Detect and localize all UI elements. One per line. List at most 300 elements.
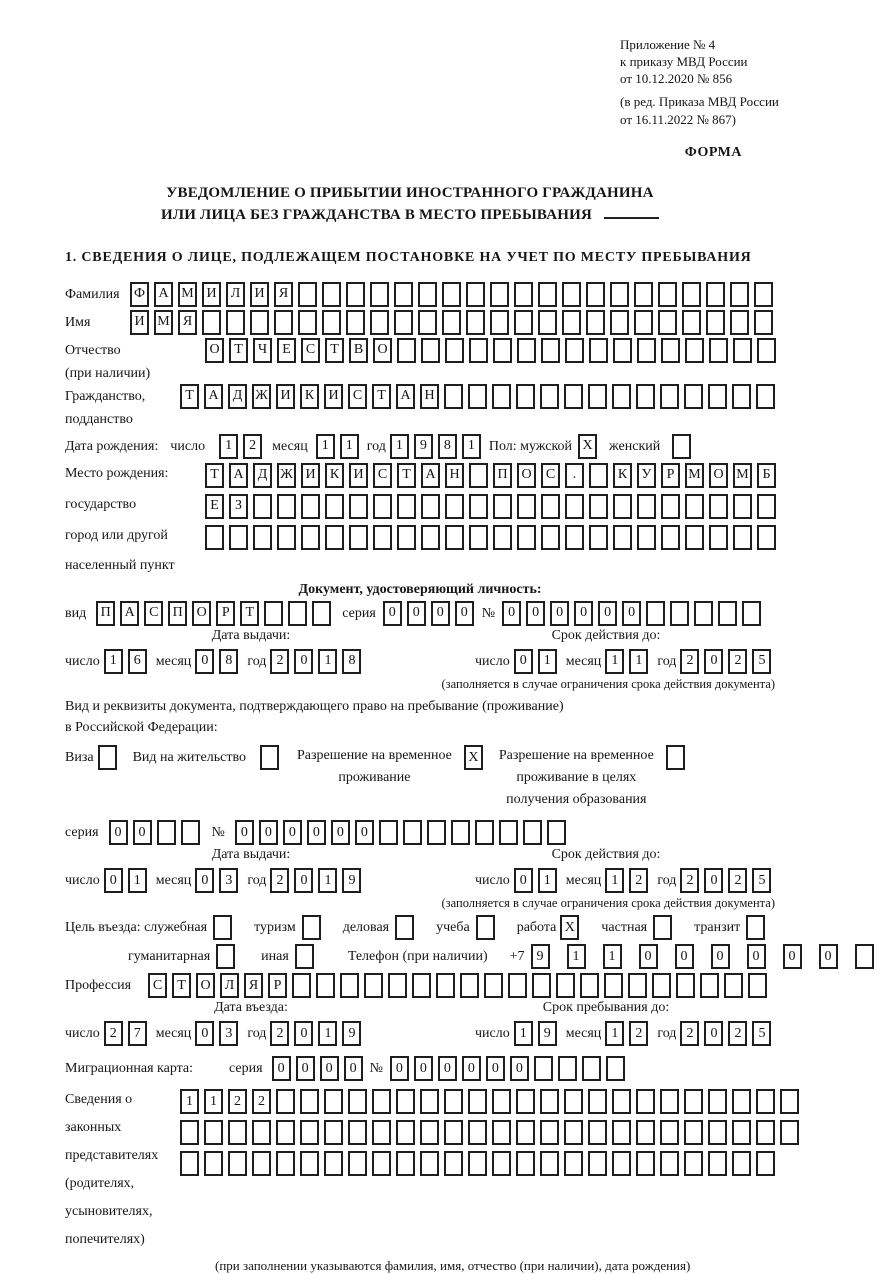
char-cell[interactable] (466, 310, 485, 335)
char-cell[interactable]: 0 (407, 601, 426, 626)
char-cell[interactable] (718, 601, 737, 626)
char-cell[interactable] (397, 338, 416, 363)
char-cell[interactable] (325, 525, 344, 550)
char-cell[interactable]: 2 (728, 868, 747, 893)
char-cell[interactable]: 0 (462, 1056, 481, 1081)
char-cell[interactable] (637, 494, 656, 519)
char-cell[interactable]: 0 (438, 1056, 457, 1081)
char-cell[interactable]: 0 (675, 944, 694, 969)
char-cell[interactable] (372, 1089, 391, 1114)
char-cell[interactable]: С (541, 463, 560, 488)
char-cell[interactable] (708, 1120, 727, 1145)
char-cell[interactable] (421, 525, 440, 550)
char-cell[interactable]: Я (178, 310, 197, 335)
char-cell[interactable] (421, 494, 440, 519)
purpose-humanitarian-checkbox[interactable] (216, 944, 247, 969)
char-cell[interactable] (484, 973, 503, 998)
residence-permit-checkbox[interactable] (260, 745, 279, 770)
char-cell[interactable]: 1 (128, 868, 147, 893)
char-cell[interactable] (403, 820, 422, 845)
char-cell[interactable]: 9 (414, 434, 433, 459)
char-cell[interactable]: С (144, 601, 163, 626)
char-cell[interactable]: 2 (629, 868, 648, 893)
char-cell[interactable]: Д (253, 463, 272, 488)
char-cell[interactable] (684, 384, 703, 409)
char-cell[interactable] (637, 338, 656, 363)
char-cell[interactable] (253, 494, 272, 519)
char-cell[interactable]: А (396, 384, 415, 409)
char-cell[interactable]: 3 (219, 868, 238, 893)
char-cell[interactable] (613, 494, 632, 519)
char-cell[interactable] (676, 973, 695, 998)
char-cell[interactable] (685, 338, 704, 363)
char-cell[interactable] (316, 973, 335, 998)
char-cell[interactable]: 0 (344, 1056, 363, 1081)
char-cell[interactable]: 0 (235, 820, 254, 845)
char-cell[interactable] (395, 915, 414, 940)
entry-day-cells[interactable] (104, 1021, 147, 1046)
char-cell[interactable]: 0 (307, 820, 326, 845)
char-cell[interactable] (700, 973, 719, 998)
char-cell[interactable] (493, 525, 512, 550)
char-cell[interactable] (746, 915, 765, 940)
char-cell[interactable] (547, 820, 566, 845)
char-cell[interactable]: И (349, 463, 368, 488)
char-cell[interactable]: 2 (680, 1021, 699, 1046)
char-cell[interactable]: Ж (252, 384, 271, 409)
char-cell[interactable] (589, 463, 608, 488)
char-cell[interactable]: 0 (574, 601, 593, 626)
char-cell[interactable]: 1 (316, 434, 335, 459)
char-cell[interactable]: Б (757, 463, 776, 488)
char-cell[interactable]: 2 (728, 649, 747, 674)
char-cell[interactable]: Ж (277, 463, 296, 488)
char-cell[interactable] (370, 310, 389, 335)
char-cell[interactable] (490, 282, 509, 307)
char-cell[interactable] (582, 1056, 601, 1081)
char-cell[interactable] (756, 1151, 775, 1176)
char-cell[interactable] (757, 494, 776, 519)
char-cell[interactable]: Е (277, 338, 296, 363)
char-cell[interactable] (274, 310, 293, 335)
char-cell[interactable] (685, 525, 704, 550)
char-cell[interactable] (277, 525, 296, 550)
char-cell[interactable]: 2 (270, 1021, 289, 1046)
char-cell[interactable] (586, 282, 605, 307)
char-cell[interactable]: X (464, 745, 483, 770)
char-cell[interactable]: 0 (431, 601, 450, 626)
entry-month-cells[interactable] (195, 1021, 238, 1046)
char-cell[interactable]: 5 (752, 1021, 771, 1046)
purpose-study-checkbox[interactable] (476, 915, 507, 940)
char-cell[interactable] (348, 1151, 367, 1176)
char-cell[interactable] (516, 384, 535, 409)
char-cell[interactable] (324, 1151, 343, 1176)
char-cell[interactable] (373, 525, 392, 550)
temp-edu-checkbox[interactable] (666, 745, 685, 770)
char-cell[interactable] (756, 1089, 775, 1114)
char-cell[interactable] (517, 494, 536, 519)
char-cell[interactable] (610, 310, 629, 335)
char-cell[interactable]: 0 (622, 601, 641, 626)
char-cell[interactable] (757, 338, 776, 363)
char-cell[interactable]: М (685, 463, 704, 488)
char-cell[interactable]: 1 (340, 434, 359, 459)
profession-cells[interactable] (148, 973, 767, 998)
char-cell[interactable]: 5 (752, 868, 771, 893)
char-cell[interactable] (660, 1089, 679, 1114)
char-cell[interactable]: К (613, 463, 632, 488)
char-cell[interactable] (634, 310, 653, 335)
char-cell[interactable]: З (229, 494, 248, 519)
char-cell[interactable] (730, 310, 749, 335)
doc-valid-month-cells[interactable] (605, 649, 648, 674)
char-cell[interactable]: 5 (752, 649, 771, 674)
birthplace-row-3-cells[interactable] (205, 525, 776, 550)
char-cell[interactable] (394, 282, 413, 307)
permit-issue-day-cells[interactable] (104, 868, 147, 893)
char-cell[interactable] (492, 384, 511, 409)
char-cell[interactable] (588, 1120, 607, 1145)
char-cell[interactable]: 0 (514, 868, 533, 893)
char-cell[interactable] (300, 1089, 319, 1114)
char-cell[interactable]: В (349, 338, 368, 363)
char-cell[interactable] (442, 282, 461, 307)
purpose-transit-checkbox[interactable] (746, 915, 777, 940)
char-cell[interactable] (388, 973, 407, 998)
char-cell[interactable] (612, 1089, 631, 1114)
char-cell[interactable] (436, 973, 455, 998)
char-cell[interactable]: И (276, 384, 295, 409)
char-cell[interactable] (322, 282, 341, 307)
char-cell[interactable]: 0 (704, 1021, 723, 1046)
legal-row-3-cells[interactable] (180, 1151, 799, 1176)
char-cell[interactable] (637, 525, 656, 550)
char-cell[interactable] (580, 973, 599, 998)
char-cell[interactable] (508, 973, 527, 998)
patronymic-cells[interactable] (205, 338, 776, 363)
char-cell[interactable] (276, 1151, 295, 1176)
char-cell[interactable] (469, 463, 488, 488)
stay-month-cells[interactable] (605, 1021, 648, 1046)
char-cell[interactable] (202, 310, 221, 335)
char-cell[interactable] (298, 282, 317, 307)
char-cell[interactable] (418, 282, 437, 307)
char-cell[interactable] (492, 1151, 511, 1176)
char-cell[interactable] (516, 1089, 535, 1114)
birthplace-row-1-cells[interactable] (205, 463, 776, 488)
char-cell[interactable] (708, 384, 727, 409)
char-cell[interactable] (325, 494, 344, 519)
char-cell[interactable] (732, 1120, 751, 1145)
char-cell[interactable]: М (154, 310, 173, 335)
char-cell[interactable] (564, 1089, 583, 1114)
doc-valid-day-cells[interactable] (514, 649, 557, 674)
char-cell[interactable]: 0 (259, 820, 278, 845)
char-cell[interactable] (300, 1120, 319, 1145)
char-cell[interactable]: П (168, 601, 187, 626)
char-cell[interactable] (660, 1120, 679, 1145)
char-cell[interactable]: 1 (538, 868, 557, 893)
citizenship-cells[interactable] (180, 384, 775, 409)
char-cell[interactable]: Р (216, 601, 235, 626)
char-cell[interactable]: 2 (680, 868, 699, 893)
char-cell[interactable]: 2 (728, 1021, 747, 1046)
birthplace-row-2-cells[interactable] (205, 494, 776, 519)
char-cell[interactable]: С (301, 338, 320, 363)
char-cell[interactable] (277, 494, 296, 519)
char-cell[interactable]: Е (205, 494, 224, 519)
permit-series-cells[interactable] (109, 820, 200, 845)
char-cell[interactable] (732, 1089, 751, 1114)
char-cell[interactable]: О (205, 338, 224, 363)
char-cell[interactable]: 1 (180, 1089, 199, 1114)
char-cell[interactable]: 0 (704, 868, 723, 893)
char-cell[interactable]: Т (397, 463, 416, 488)
char-cell[interactable] (685, 494, 704, 519)
char-cell[interactable]: 1 (567, 944, 586, 969)
char-cell[interactable]: С (348, 384, 367, 409)
char-cell[interactable]: 0 (296, 1056, 315, 1081)
char-cell[interactable] (180, 1151, 199, 1176)
char-cell[interactable] (98, 745, 117, 770)
char-cell[interactable] (604, 973, 623, 998)
char-cell[interactable]: 1 (219, 434, 238, 459)
char-cell[interactable] (589, 525, 608, 550)
char-cell[interactable] (565, 338, 584, 363)
char-cell[interactable]: 0 (414, 1056, 433, 1081)
char-cell[interactable] (754, 282, 773, 307)
char-cell[interactable]: И (301, 463, 320, 488)
sex-female-checkbox[interactable] (672, 434, 691, 459)
char-cell[interactable] (682, 282, 701, 307)
char-cell[interactable]: О (373, 338, 392, 363)
char-cell[interactable] (532, 973, 551, 998)
char-cell[interactable] (724, 973, 743, 998)
char-cell[interactable] (708, 1151, 727, 1176)
char-cell[interactable] (468, 1151, 487, 1176)
char-cell[interactable]: 8 (438, 434, 457, 459)
char-cell[interactable]: М (733, 463, 752, 488)
char-cell[interactable]: 0 (510, 1056, 529, 1081)
char-cell[interactable] (855, 944, 874, 969)
char-cell[interactable] (565, 494, 584, 519)
legal-row-1-cells[interactable] (180, 1089, 799, 1114)
char-cell[interactable] (709, 494, 728, 519)
char-cell[interactable] (534, 1056, 553, 1081)
char-cell[interactable] (298, 310, 317, 335)
permit-valid-day-cells[interactable] (514, 868, 557, 893)
char-cell[interactable] (490, 310, 509, 335)
name-cells[interactable] (130, 310, 773, 335)
purpose-work-checkbox[interactable] (560, 915, 591, 940)
char-cell[interactable] (397, 494, 416, 519)
char-cell[interactable]: А (154, 282, 173, 307)
char-cell[interactable] (370, 282, 389, 307)
char-cell[interactable]: 1 (390, 434, 409, 459)
char-cell[interactable] (706, 282, 725, 307)
char-cell[interactable] (346, 310, 365, 335)
char-cell[interactable] (514, 310, 533, 335)
char-cell[interactable] (733, 525, 752, 550)
char-cell[interactable] (636, 1120, 655, 1145)
char-cell[interactable]: 0 (514, 649, 533, 674)
char-cell[interactable]: И (202, 282, 221, 307)
char-cell[interactable] (301, 494, 320, 519)
char-cell[interactable] (253, 525, 272, 550)
char-cell[interactable] (213, 915, 232, 940)
char-cell[interactable] (412, 973, 431, 998)
char-cell[interactable]: X (560, 915, 579, 940)
char-cell[interactable]: Т (229, 338, 248, 363)
char-cell[interactable]: 7 (128, 1021, 147, 1046)
char-cell[interactable] (276, 1120, 295, 1145)
char-cell[interactable] (709, 338, 728, 363)
char-cell[interactable]: 0 (104, 868, 123, 893)
char-cell[interactable] (682, 310, 701, 335)
char-cell[interactable]: 0 (550, 601, 569, 626)
char-cell[interactable] (562, 310, 581, 335)
char-cell[interactable] (349, 525, 368, 550)
char-cell[interactable] (540, 1089, 559, 1114)
char-cell[interactable] (636, 1089, 655, 1114)
char-cell[interactable]: 1 (318, 649, 337, 674)
char-cell[interactable] (589, 494, 608, 519)
char-cell[interactable] (538, 310, 557, 335)
char-cell[interactable] (694, 601, 713, 626)
char-cell[interactable] (636, 1151, 655, 1176)
char-cell[interactable]: 0 (383, 601, 402, 626)
char-cell[interactable] (613, 338, 632, 363)
char-cell[interactable]: Н (445, 463, 464, 488)
char-cell[interactable]: С (148, 973, 167, 998)
char-cell[interactable]: 1 (538, 649, 557, 674)
char-cell[interactable]: 0 (711, 944, 730, 969)
char-cell[interactable] (397, 525, 416, 550)
char-cell[interactable] (780, 1089, 799, 1114)
char-cell[interactable]: 0 (294, 868, 313, 893)
legal-row-2-cells[interactable] (180, 1120, 799, 1145)
char-cell[interactable]: 0 (331, 820, 350, 845)
char-cell[interactable] (444, 1120, 463, 1145)
char-cell[interactable] (442, 310, 461, 335)
char-cell[interactable] (349, 494, 368, 519)
char-cell[interactable] (322, 310, 341, 335)
birth-day-cells[interactable] (219, 434, 262, 459)
char-cell[interactable]: 6 (128, 649, 147, 674)
char-cell[interactable] (564, 384, 583, 409)
char-cell[interactable] (420, 1151, 439, 1176)
char-cell[interactable] (636, 384, 655, 409)
char-cell[interactable]: П (96, 601, 115, 626)
char-cell[interactable] (226, 310, 245, 335)
purpose-business-checkbox[interactable] (395, 915, 426, 940)
char-cell[interactable] (445, 338, 464, 363)
char-cell[interactable] (324, 1089, 343, 1114)
char-cell[interactable] (492, 1120, 511, 1145)
char-cell[interactable] (652, 973, 671, 998)
char-cell[interactable] (469, 494, 488, 519)
char-cell[interactable] (564, 1120, 583, 1145)
char-cell[interactable] (180, 1120, 199, 1145)
char-cell[interactable] (372, 1120, 391, 1145)
char-cell[interactable]: И (130, 310, 149, 335)
char-cell[interactable]: С (373, 463, 392, 488)
surname-cells[interactable] (130, 282, 773, 307)
char-cell[interactable]: Я (274, 282, 293, 307)
char-cell[interactable] (292, 973, 311, 998)
char-cell[interactable]: 2 (228, 1089, 247, 1114)
char-cell[interactable]: 0 (455, 601, 474, 626)
phone-cells[interactable] (531, 944, 886, 969)
char-cell[interactable]: 0 (320, 1056, 339, 1081)
visa-checkbox[interactable] (98, 745, 117, 770)
char-cell[interactable] (565, 525, 584, 550)
char-cell[interactable] (660, 1151, 679, 1176)
char-cell[interactable]: А (120, 601, 139, 626)
char-cell[interactable]: 9 (342, 868, 361, 893)
char-cell[interactable] (466, 282, 485, 307)
char-cell[interactable] (748, 973, 767, 998)
char-cell[interactable] (541, 494, 560, 519)
char-cell[interactable] (732, 1151, 751, 1176)
char-cell[interactable] (300, 1151, 319, 1176)
char-cell[interactable] (493, 494, 512, 519)
char-cell[interactable]: Р (661, 463, 680, 488)
stay-day-cells[interactable] (514, 1021, 557, 1046)
char-cell[interactable] (589, 338, 608, 363)
char-cell[interactable] (396, 1089, 415, 1114)
char-cell[interactable] (394, 310, 413, 335)
stay-year-cells[interactable] (680, 1021, 771, 1046)
char-cell[interactable] (372, 1151, 391, 1176)
char-cell[interactable] (517, 338, 536, 363)
entry-year-cells[interactable] (270, 1021, 361, 1046)
char-cell[interactable] (661, 494, 680, 519)
char-cell[interactable] (564, 1151, 583, 1176)
char-cell[interactable] (514, 282, 533, 307)
char-cell[interactable]: 9 (538, 1021, 557, 1046)
char-cell[interactable] (684, 1120, 703, 1145)
char-cell[interactable] (252, 1151, 271, 1176)
char-cell[interactable] (709, 525, 728, 550)
char-cell[interactable] (421, 338, 440, 363)
char-cell[interactable] (612, 1151, 631, 1176)
char-cell[interactable]: П (493, 463, 512, 488)
temp-permit-checkbox[interactable] (464, 745, 483, 770)
char-cell[interactable]: 9 (342, 1021, 361, 1046)
char-cell[interactable]: 0 (133, 820, 152, 845)
char-cell[interactable]: 0 (109, 820, 128, 845)
char-cell[interactable] (469, 525, 488, 550)
doc-issue-day-cells[interactable] (104, 649, 147, 674)
char-cell[interactable] (684, 1089, 703, 1114)
char-cell[interactable]: И (324, 384, 343, 409)
char-cell[interactable] (612, 1120, 631, 1145)
char-cell[interactable]: Ф (130, 282, 149, 307)
char-cell[interactable] (517, 525, 536, 550)
char-cell[interactable] (451, 820, 470, 845)
char-cell[interactable]: 0 (526, 601, 545, 626)
char-cell[interactable]: 0 (195, 649, 214, 674)
birth-month-cells[interactable] (316, 434, 359, 459)
char-cell[interactable]: Я (244, 973, 263, 998)
char-cell[interactable] (260, 745, 279, 770)
char-cell[interactable]: У (637, 463, 656, 488)
char-cell[interactable]: Л (226, 282, 245, 307)
char-cell[interactable] (730, 282, 749, 307)
char-cell[interactable]: Т (325, 338, 344, 363)
